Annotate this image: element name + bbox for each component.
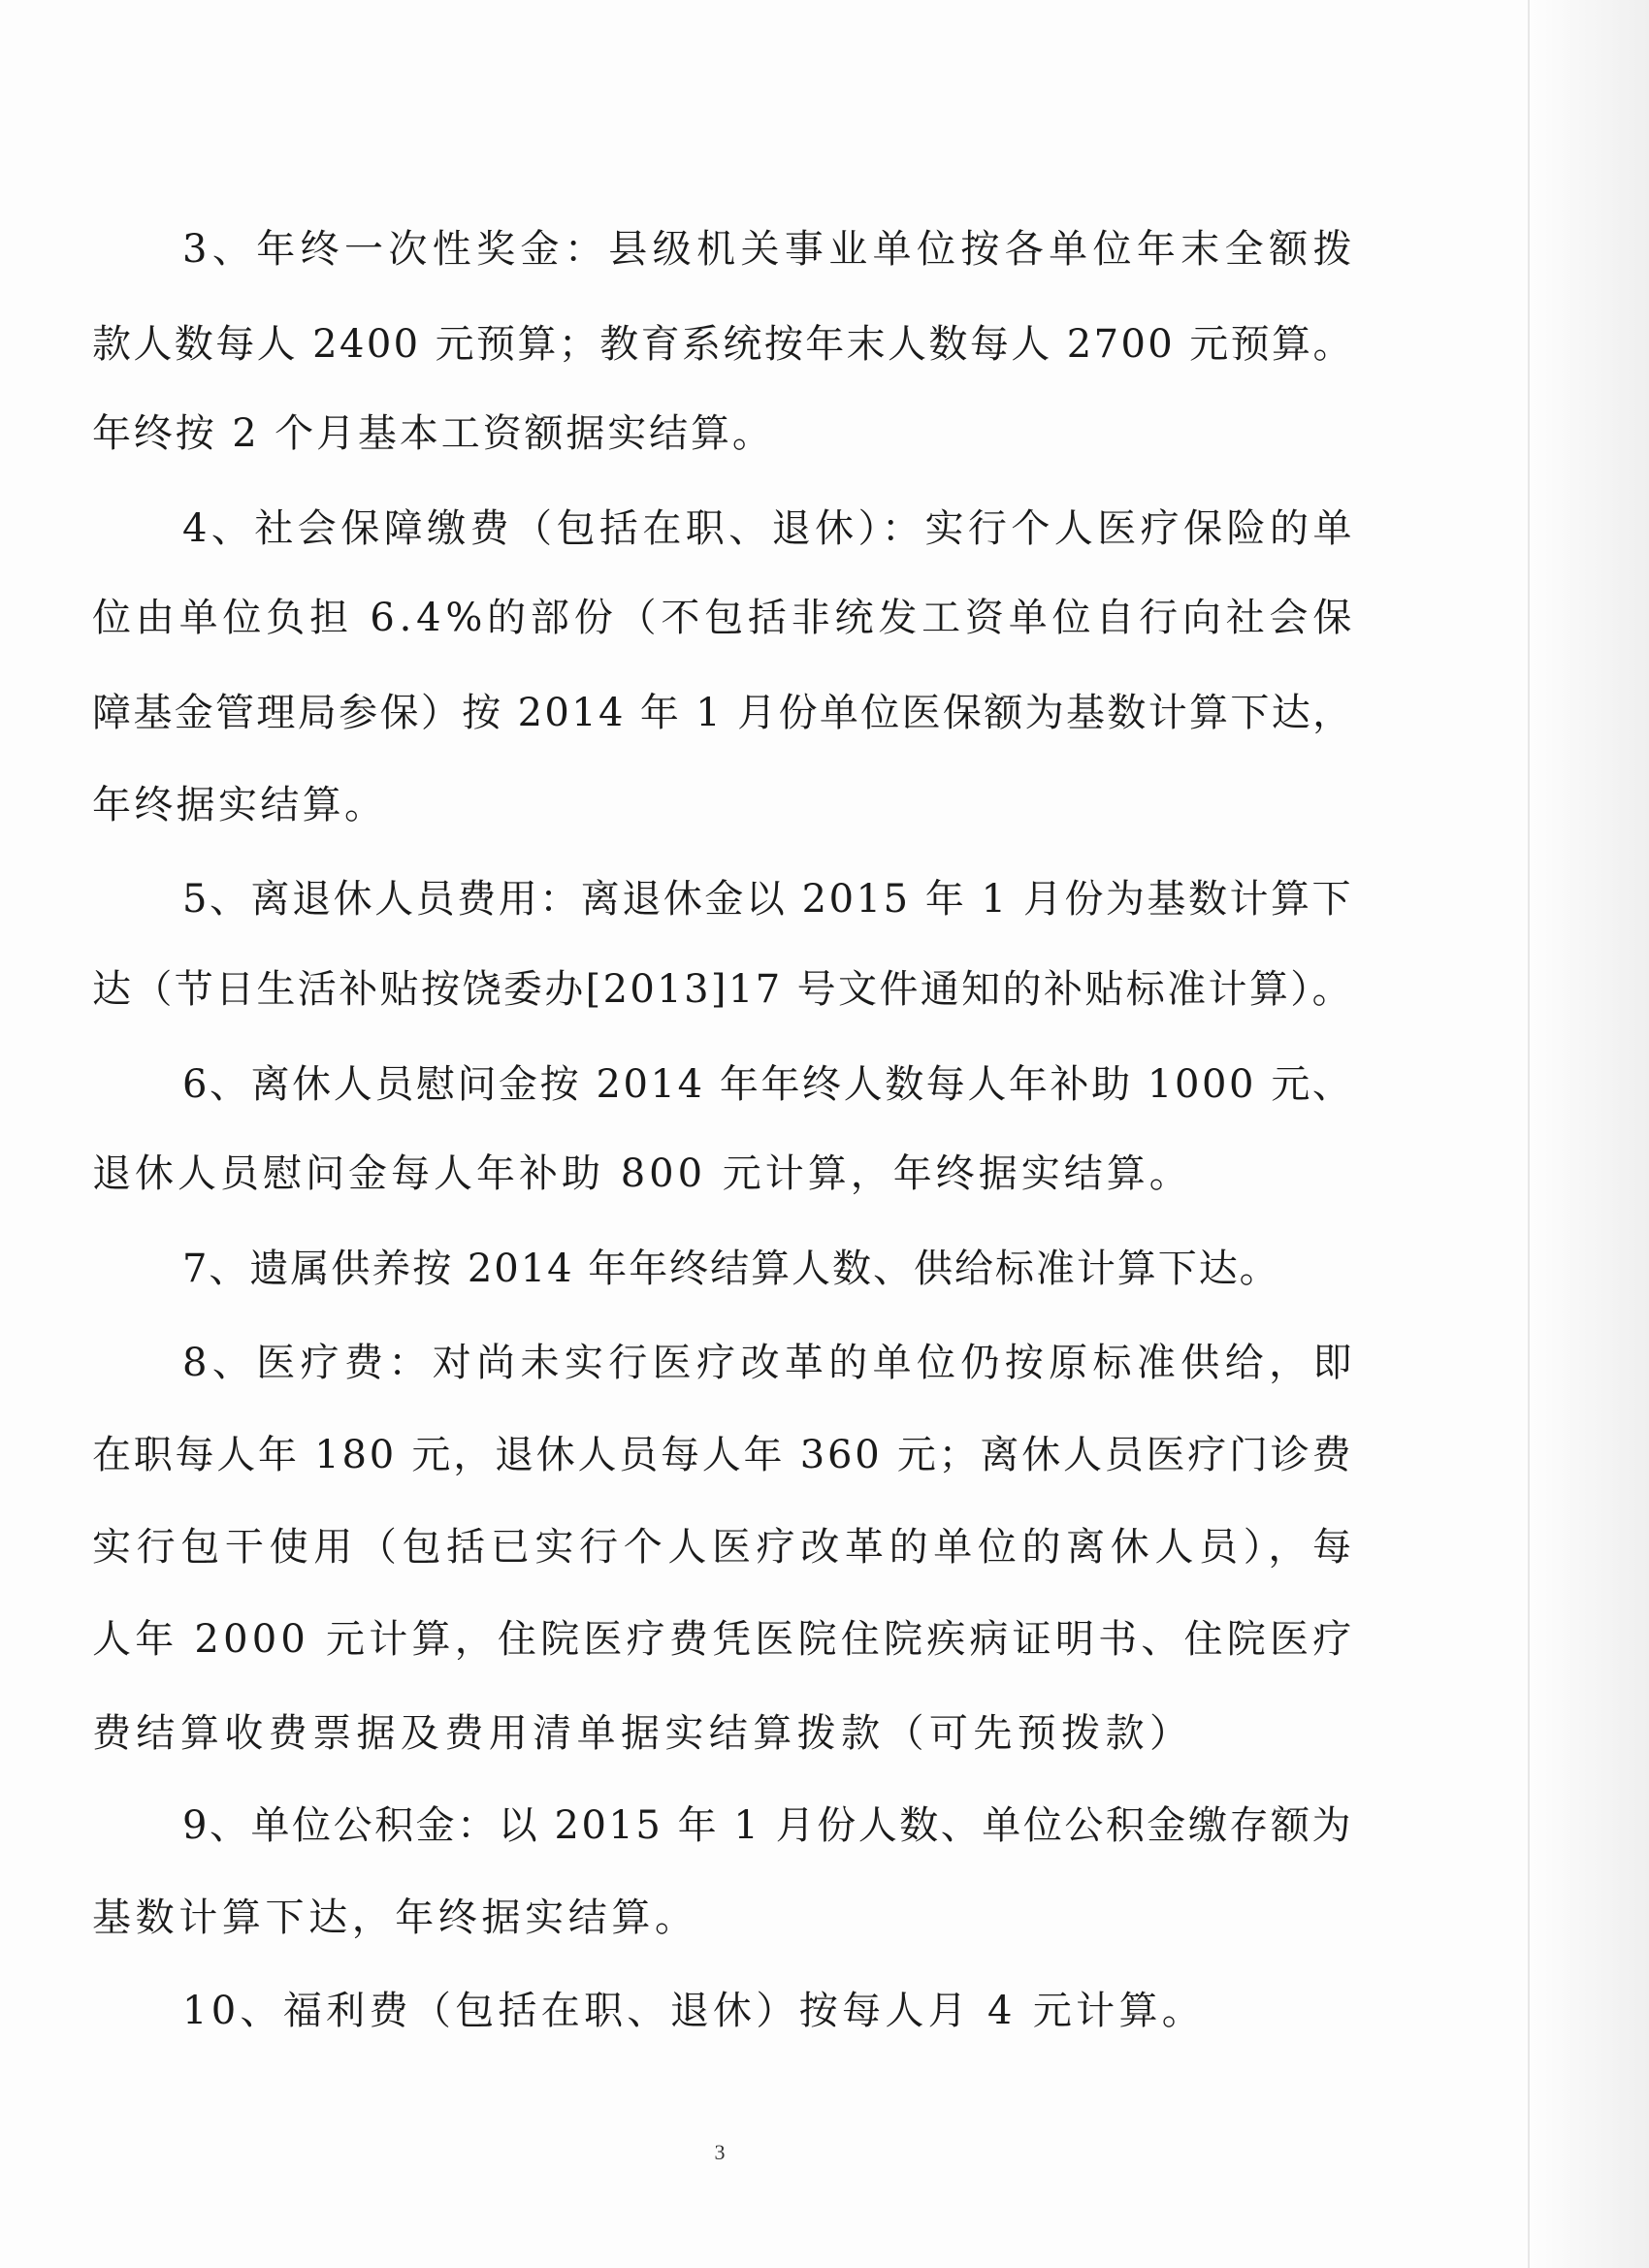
paragraph-8-line-3: 实行包干使用（包括已实行个人医疗改革的单位的离休人员），每: [92, 1525, 1357, 1570]
paragraph-4-line-1: 4、社会保障缴费（包括在职、退休）：实行个人医疗保险的单: [182, 506, 1356, 551]
paragraph-8-line-4: 人年 2000 元计算，住院医疗费凭医院住院疾病证明书、住院医疗: [92, 1617, 1356, 1662]
paragraph-3-line-2: 款人数每人 2400 元预算；教育系统按年末人数每人 2700 元预算。: [92, 322, 1354, 367]
paragraph-6-line-1: 6、离休人员慰问金按 2014 年年终人数每人年补助 1000 元、: [182, 1062, 1354, 1107]
paragraph-9-line-2: 基数计算下达，年终据实结算。: [92, 1895, 698, 1940]
paragraph-10-line-1: 10、福利费（包括在职、退休）按每人月 4 元计算。: [182, 1989, 1206, 2033]
paragraph-5-line-1: 5、离退休人员费用：离退休金以 2015 年 1 月份为基数计算下: [182, 877, 1354, 922]
page-number: 3: [714, 2140, 726, 2164]
paragraph-8-line-2: 在职每人年 180 元，退休人员每人年 360 元；离休人员医疗门诊费: [92, 1433, 1354, 1477]
paragraph-4-line-4: 年终据实结算。: [92, 783, 387, 827]
paragraph-6-line-2: 退休人员慰问金每人年补助 800 元计算，年终据实结算。: [92, 1151, 1192, 1196]
scan-edge-shadow: [1533, 0, 1649, 2268]
paragraph-4-line-2: 位由单位负担 6.4%的部份（不包括非统发工资单位自行向社会保: [92, 596, 1357, 640]
paragraph-5-line-2: 达（节日生活补贴按饶委办[2013]17 号文件通知的补贴标准计算）。: [92, 967, 1354, 1012]
paragraph-7-line-1: 7、遗属供养按 2014 年年终结算人数、供给标准计算下达。: [182, 1247, 1280, 1291]
paragraph-3-line-1: 3、年终一次性奖金：县级机关事业单位按各单位年末全额拨: [182, 227, 1357, 272]
paragraph-8-line-5: 费结算收费票据及费用清单据实结算拨款（可先预拨款）: [92, 1711, 1194, 1756]
paragraph-9-line-1: 9、单位公积金：以 2015 年 1 月份人数、单位公积金缴存额为: [182, 1803, 1354, 1848]
paragraph-3-line-3: 年终按 2 个月基本工资额据实结算。: [92, 411, 774, 456]
scan-edge-line: [1528, 0, 1530, 2268]
paragraph-4-line-3: 障基金管理局参保）按 2014 年 1 月份单位医保额为基数计算下达，: [92, 691, 1354, 735]
paragraph-8-line-1: 8、医疗费：对尚未实行医疗改革的单位仍按原标准供给，即: [182, 1341, 1357, 1385]
